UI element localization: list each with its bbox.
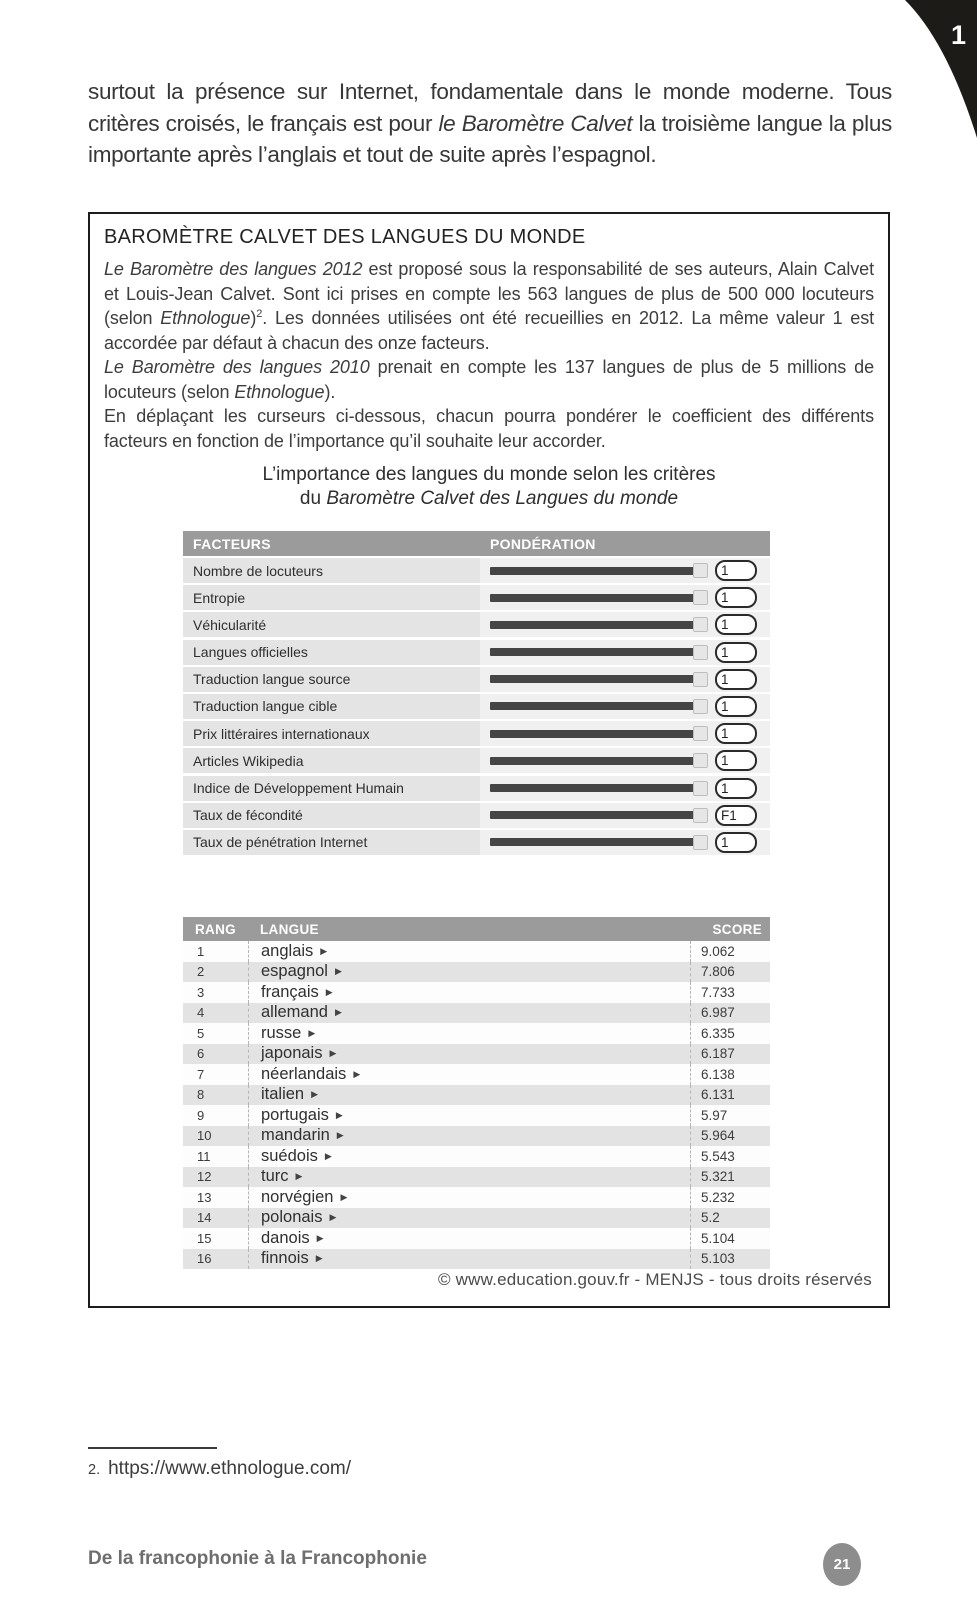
barometre-box	[88, 212, 890, 1308]
ranking-row	[183, 1105, 770, 1126]
slider-handle[interactable]	[693, 672, 708, 687]
chapter-number: 1	[950, 20, 966, 50]
expand-arrow-icon: ▶	[316, 1232, 324, 1243]
language-name: danois	[261, 1228, 310, 1247]
slider-handle[interactable]	[693, 645, 708, 660]
language-name: portugais	[261, 1105, 329, 1124]
slider-handle[interactable]	[693, 753, 708, 768]
factor-slider-cell	[480, 612, 770, 637]
weight-value-box[interactable]: 1	[715, 614, 757, 635]
footnote-reference: 2	[256, 308, 263, 320]
factor-label: Indice de Développement Humain	[183, 776, 480, 801]
factor-slider-cell	[480, 585, 770, 610]
factor-slider-cell	[480, 694, 770, 719]
language-name: finnois	[261, 1249, 309, 1268]
score-cell: 5.2	[690, 1208, 770, 1229]
slider-handle[interactable]	[693, 699, 708, 714]
paragraph-italic: Ethnologue	[234, 381, 325, 402]
expand-arrow-icon: ▶	[334, 966, 342, 977]
slider-track[interactable]	[490, 838, 695, 846]
factors-rows	[183, 558, 770, 855]
rank-cell: 14	[197, 1210, 212, 1226]
language-name: norvégien	[261, 1187, 334, 1206]
slider-track[interactable]	[490, 594, 695, 602]
weight-value-box[interactable]: 1	[715, 832, 757, 853]
factors-header-facteurs: FACTEURS	[193, 535, 271, 552]
weight-value-box[interactable]: 1	[715, 723, 757, 744]
rank-cell: 6	[197, 1046, 205, 1062]
expand-arrow-icon: ▶	[325, 986, 333, 997]
factor-row	[183, 803, 770, 828]
rank-cell: 13	[197, 1189, 212, 1205]
ranking-row	[183, 941, 770, 962]
box-paragraph-3: En déplaçant les curseurs ci-dessous, chacun pourra pondérer le coefficient des différents facteurs en fonction de l’importance qu’il souhaite leur accorder.	[104, 406, 874, 451]
language-link[interactable]	[248, 1023, 690, 1044]
weight-value-box[interactable]: 1	[715, 560, 757, 581]
slider-track[interactable]	[490, 811, 695, 819]
language-link[interactable]	[248, 1105, 690, 1126]
factor-label: Taux de pénétration Internet	[183, 830, 480, 855]
paragraph-text: ).	[324, 381, 336, 402]
slider-track[interactable]	[490, 567, 695, 575]
ranking-header-rang: RANG	[195, 921, 236, 937]
factor-row	[183, 667, 770, 692]
box-paragraph-1	[104, 257, 874, 355]
factor-slider-cell	[480, 803, 770, 828]
paragraph-italic: Le Baromètre des langues 2012	[104, 259, 363, 279]
factors-header-ponderation: PONDÉRATION	[490, 535, 596, 552]
rank-cell: 15	[197, 1230, 212, 1246]
weight-value-box[interactable]: 1	[715, 587, 757, 608]
intro-text: la troisième langue la plus importante après l’anglais et tout de suite après l’espagnol.	[88, 110, 892, 167]
ranking-table	[183, 917, 770, 1269]
language-name: japonais	[261, 1044, 323, 1063]
widget-title	[104, 463, 874, 511]
score-cell: 6.335	[690, 1023, 770, 1044]
language-link[interactable]	[248, 1146, 690, 1167]
ranking-row	[183, 982, 770, 1003]
intro-paragraph	[88, 76, 892, 171]
running-footer-title: De la francophonie à la Francophonie	[88, 1548, 427, 1569]
rank-cell: 12	[197, 1169, 212, 1185]
language-name: suédois	[261, 1146, 318, 1165]
factor-slider-cell	[480, 558, 770, 583]
expand-arrow-icon: ▶	[295, 1171, 303, 1182]
factor-row	[183, 830, 770, 855]
expand-arrow-icon: ▶	[320, 945, 328, 956]
ranking-header-langue: LANGUE	[260, 921, 319, 937]
paragraph-text: est proposé sous la responsabilité de ses auteurs, Alain Calvet et Louis-Jean Calvet. Sont ici prises en compte les 563 langues de plus de 500 000 locuteurs (selon	[104, 259, 874, 328]
factor-row	[183, 612, 770, 637]
factor-row	[183, 640, 770, 665]
language-name: espagnol	[261, 962, 328, 981]
language-name: russe	[261, 1023, 302, 1042]
factor-slider-cell	[480, 640, 770, 665]
score-cell: 5.232	[690, 1187, 770, 1208]
score-cell: 5.104	[690, 1228, 770, 1249]
factor-label: Entropie	[183, 585, 480, 610]
language-name: allemand	[261, 1003, 328, 1022]
page-number-badge: 21	[823, 1543, 861, 1586]
language-link[interactable]	[248, 1187, 690, 1208]
weight-value-box[interactable]: 1	[715, 696, 757, 717]
factor-row	[183, 776, 770, 801]
factor-row	[183, 721, 770, 746]
language-link[interactable]	[248, 1228, 690, 1249]
factor-row	[183, 694, 770, 719]
rank-cell: 2	[197, 964, 205, 980]
language-link[interactable]	[248, 1064, 690, 1085]
factor-label: Nombre de locuteurs	[183, 558, 480, 583]
paragraph-italic: Ethnologue	[160, 308, 251, 328]
language-link[interactable]	[248, 1085, 690, 1106]
rank-cell: 16	[197, 1251, 212, 1267]
slider-track[interactable]	[490, 702, 695, 710]
score-cell: 7.806	[690, 962, 770, 983]
expand-arrow-icon: ▶	[353, 1068, 361, 1079]
language-name: mandarin	[261, 1126, 330, 1145]
language-link[interactable]	[248, 1044, 690, 1065]
slider-handle[interactable]	[693, 617, 708, 632]
score-cell: 5.321	[690, 1167, 770, 1188]
weight-value-box[interactable]: F1	[715, 805, 757, 826]
language-name: italien	[261, 1085, 305, 1104]
score-cell: 5.964	[690, 1126, 770, 1147]
language-link[interactable]	[248, 941, 690, 962]
weight-value-box[interactable]: 1	[715, 669, 757, 690]
factor-slider-cell	[480, 776, 770, 801]
widget-title-italic: Baromètre Calvet des Langues du monde	[326, 488, 679, 509]
score-cell: 5.97	[690, 1105, 770, 1126]
slider-track[interactable]	[490, 621, 695, 629]
score-cell: 6.138	[690, 1064, 770, 1085]
expand-arrow-icon: ▶	[336, 1130, 344, 1141]
language-link[interactable]	[248, 962, 690, 983]
score-cell: 6.187	[690, 1044, 770, 1065]
language-link[interactable]	[248, 982, 690, 1003]
ranking-row	[183, 1146, 770, 1167]
language-link[interactable]	[248, 1249, 690, 1270]
expand-arrow-icon: ▶	[329, 1048, 337, 1059]
expand-arrow-icon: ▶	[308, 1027, 316, 1038]
expand-arrow-icon: ▶	[311, 1089, 319, 1100]
language-name: anglais	[261, 941, 314, 960]
footnote-marker: 2.	[88, 1462, 101, 1478]
factor-slider-cell	[480, 667, 770, 692]
factor-row	[183, 585, 770, 610]
expand-arrow-icon: ▶	[334, 1007, 342, 1018]
score-cell: 5.543	[690, 1146, 770, 1167]
slider-handle[interactable]	[693, 835, 708, 850]
language-name: turc	[261, 1167, 289, 1186]
language-name: polonais	[261, 1208, 323, 1227]
ranking-row	[183, 1044, 770, 1065]
ranking-row	[183, 1187, 770, 1208]
footnote	[88, 1458, 351, 1480]
language-link[interactable]	[248, 1167, 690, 1188]
ranking-row	[183, 1228, 770, 1249]
rank-cell: 7	[197, 1066, 205, 1082]
factor-row	[183, 558, 770, 583]
language-name: français	[261, 982, 319, 1001]
factor-label: Articles Wikipedia	[183, 748, 480, 773]
intro-text: surtout la présence sur Internet, fondamentale dans le monde moderne. Tous critères croisés, le français est pour	[88, 79, 892, 136]
weight-value-box[interactable]: 1	[715, 642, 757, 663]
language-link[interactable]	[248, 1208, 690, 1229]
paragraph-text: )	[250, 308, 257, 328]
ranking-header-score: SCORE	[712, 921, 762, 937]
ranking-row	[183, 1126, 770, 1147]
rank-cell: 11	[197, 1148, 211, 1164]
factors-table	[183, 531, 770, 857]
slider-track[interactable]	[490, 784, 695, 792]
copyright-notice: © www.education.gouv.fr - MENJS - tous droits réservés	[438, 1270, 872, 1289]
rank-cell: 10	[197, 1128, 212, 1144]
ranking-row	[183, 1167, 770, 1188]
rank-cell: 5	[197, 1025, 205, 1041]
score-cell: 7.733	[690, 982, 770, 1003]
widget-title-text: du	[299, 488, 327, 509]
ranking-rows	[183, 941, 770, 1269]
score-cell: 6.131	[690, 1085, 770, 1106]
slider-handle[interactable]	[693, 590, 708, 605]
expand-arrow-icon: ▶	[315, 1253, 323, 1264]
ranking-table-header	[183, 917, 770, 941]
ranking-row	[183, 1064, 770, 1085]
weight-value-box[interactable]: 1	[715, 750, 757, 771]
rank-cell: 4	[197, 1005, 205, 1021]
ranking-row	[183, 1085, 770, 1106]
intro-italic-text: le Baromètre Calvet	[438, 110, 633, 136]
ranking-row	[183, 1249, 770, 1270]
factor-label: Traduction langue source	[183, 667, 480, 692]
rank-cell: 9	[197, 1107, 205, 1123]
expand-arrow-icon: ▶	[329, 1212, 337, 1223]
rank-cell: 1	[197, 943, 205, 959]
factors-table-header	[183, 531, 770, 556]
rank-cell: 8	[197, 1087, 205, 1103]
factor-label: Prix littéraires internationaux	[183, 721, 480, 746]
footnote-link[interactable]: https://www.ethnologue.com/	[108, 1458, 352, 1479]
footnote-rule	[88, 1447, 217, 1449]
paragraph-text: prenait en compte les 137 langues de plus de 5 millions de locuteurs (selon	[104, 357, 874, 402]
slider-track[interactable]	[490, 730, 695, 738]
slider-track[interactable]	[490, 648, 695, 656]
widget-title-line1: L’importance des langues du monde selon les critères	[262, 464, 716, 485]
score-cell: 9.062	[690, 941, 770, 962]
widget-title-line2	[104, 487, 874, 511]
ranking-row	[183, 1023, 770, 1044]
score-cell: 5.103	[690, 1249, 770, 1270]
slider-handle[interactable]	[693, 808, 708, 823]
expand-arrow-icon: ▶	[335, 1109, 343, 1120]
slider-track[interactable]	[490, 757, 695, 765]
box-paragraph-2	[104, 355, 874, 404]
score-cell: 6.987	[690, 1003, 770, 1024]
slider-handle[interactable]	[693, 563, 708, 578]
language-link[interactable]	[248, 1126, 690, 1147]
factor-slider-cell	[480, 748, 770, 773]
expand-arrow-icon: ▶	[324, 1150, 332, 1161]
factor-label: Taux de fécondité	[183, 803, 480, 828]
factor-label: Langues officielles	[183, 640, 480, 665]
expand-arrow-icon: ▶	[340, 1191, 348, 1202]
factor-slider-cell	[480, 830, 770, 855]
ranking-row	[183, 962, 770, 983]
slider-handle[interactable]	[693, 726, 708, 741]
weight-value-box[interactable]: 1	[715, 778, 757, 799]
ranking-row	[183, 1003, 770, 1024]
slider-track[interactable]	[490, 675, 695, 683]
factor-row	[183, 748, 770, 773]
language-name: néerlandais	[261, 1064, 347, 1083]
factor-label: Véhicularité	[183, 612, 480, 637]
box-title: BAROMÈTRE CALVET DES LANGUES DU MONDE	[104, 226, 586, 248]
rank-cell: 3	[197, 984, 205, 1000]
language-link[interactable]	[248, 1003, 690, 1024]
slider-handle[interactable]	[693, 781, 708, 796]
paragraph-italic: Le Baromètre des langues 2010	[104, 357, 370, 377]
factor-label: Traduction langue cible	[183, 694, 480, 719]
ranking-row	[183, 1208, 770, 1229]
factor-slider-cell	[480, 721, 770, 746]
paragraph-text: . Les données utilisées ont été recueillies en 2012. La même valeur 1 est accordée par défaut à chacun des onze facteurs.	[104, 308, 874, 353]
